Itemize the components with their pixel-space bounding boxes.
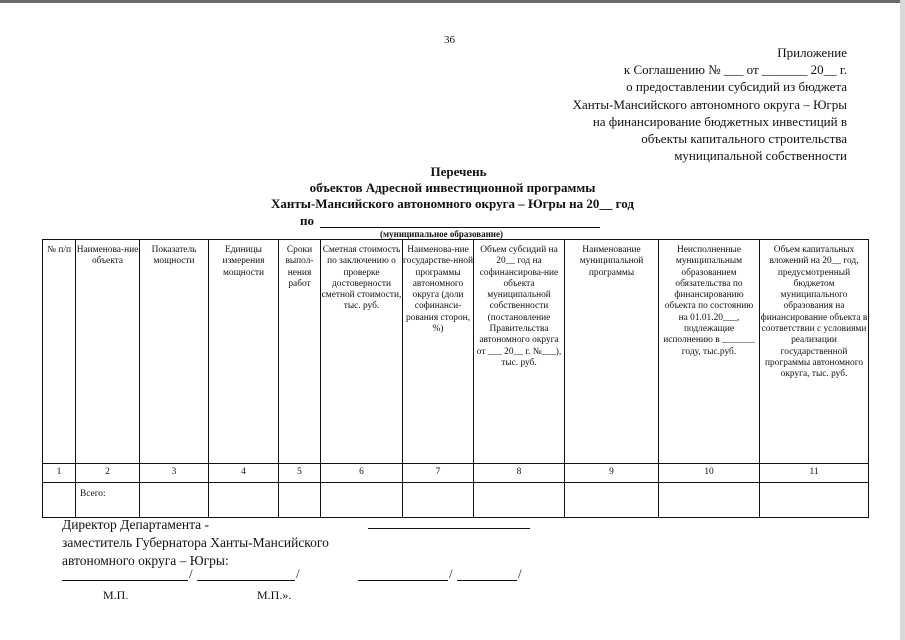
header-cell: Сметная стоимость по заключению о проверке достоверности сметной стоимости, тыс. руб. <box>321 240 403 464</box>
document-title <box>0 164 905 212</box>
signature-line <box>62 580 188 581</box>
table-header-row <box>43 240 869 464</box>
header-cell: № п/п <box>43 240 76 464</box>
total-empty-cell <box>279 483 321 518</box>
column-number: 2 <box>76 464 140 483</box>
scan-edge-top <box>0 0 905 3</box>
appendix-line: Ханты-Мансийского автономного округа – Югры <box>572 96 847 112</box>
slash-separator: / <box>296 566 300 581</box>
stamp-place-left: М.П. <box>103 588 129 602</box>
header-cell: Наименова-ние объекта <box>76 240 140 464</box>
header-cell: Наименова-ние государстве-нной программы автономного округа (доли софинанси-рования сторон, %) <box>403 240 474 464</box>
total-empty-cell <box>403 483 474 518</box>
signature-line-right-top <box>368 528 530 529</box>
municipality-blank-line <box>320 227 600 228</box>
column-number: 11 <box>760 464 869 483</box>
appendix-line: о предоставлении субсидий из бюджета <box>626 79 847 95</box>
total-empty-cell <box>140 483 209 518</box>
header-cell: Объем субсидий на 20__ год на софинансирова-ние объекта муниципальной собственности (постановление Правительства автономного округа от ___ 20__ г. №___), тыс. руб. <box>474 240 565 464</box>
appendix-line: объекты капитального строительства <box>641 131 847 147</box>
total-empty-cell <box>321 483 403 518</box>
column-number: 3 <box>140 464 209 483</box>
appendix-line: муниципальной собственности <box>674 148 847 164</box>
header-cell: Сроки выпол-нения работ <box>279 240 321 464</box>
municipality-caption: (муниципальное образование) <box>380 229 503 239</box>
total-empty-cell <box>565 483 659 518</box>
header-cell: Единицы измерения мощности <box>209 240 279 464</box>
column-number: 9 <box>565 464 659 483</box>
signatory-line-1: Директор Департамента - <box>62 517 210 532</box>
header-cell: Объем капитальных вложений на 20__ год, предусмотренный бюджетом муниципального образования на финансирование объекта в соответствии с условиями реализации государственной программы автономного округа, тыс. руб. <box>760 240 869 464</box>
scan-edge-right <box>900 0 905 640</box>
total-empty-cell <box>659 483 760 518</box>
header-cell: Наименование муниципальной программы <box>565 240 659 464</box>
column-number: 10 <box>659 464 760 483</box>
signature-name-line <box>457 580 517 581</box>
title-line-2: объектов Адресной инвестиционной программы <box>309 180 596 195</box>
header-cell: Показатель мощности <box>140 240 209 464</box>
appendix-line: Приложение <box>777 45 847 60</box>
title-line-3: Ханты-Мансийского автономного округа – Югры на 20__ год <box>271 196 634 211</box>
appendix-line: на финансирование бюджетных инвестиций в <box>592 113 847 129</box>
total-empty-cell <box>760 483 869 518</box>
appendix-block <box>573 44 847 164</box>
signature-line <box>358 580 448 581</box>
column-number: 6 <box>321 464 403 483</box>
slash-separator: / <box>189 566 193 581</box>
column-number: 4 <box>209 464 279 483</box>
signature-name-line <box>197 580 295 581</box>
total-empty-cell <box>209 483 279 518</box>
slash-separator: / <box>449 566 453 581</box>
column-number: 1 <box>43 464 76 483</box>
total-empty-cell <box>474 483 565 518</box>
page-number: 36 <box>444 34 455 46</box>
po-label: по <box>300 213 314 228</box>
column-number: 7 <box>403 464 474 483</box>
column-number: 8 <box>474 464 565 483</box>
appendix-line: к Соглашению № ___ от _______ 20__ г. <box>623 62 847 78</box>
objects-table <box>42 239 869 518</box>
column-number: 5 <box>279 464 321 483</box>
table-number-row <box>43 464 869 483</box>
table-total-row <box>43 483 869 518</box>
signatory-line-3: автономного округа – Югры: <box>62 553 229 568</box>
stamp-place-right: М.П.». <box>257 588 292 602</box>
slash-separator: / <box>518 566 522 581</box>
title-line-1: Перечень <box>430 164 487 179</box>
total-label: Всего: <box>76 483 140 518</box>
header-cell: Неисполненные муниципальным образованием обязательства по финансированию объекта по состоянию на 01.01.20___, подлежащие исполнению в _______ году, тыс.руб. <box>659 240 760 464</box>
total-empty-cell <box>43 483 76 518</box>
signatory-line-2: заместитель Губернатора Ханты-Мансийского <box>62 535 329 550</box>
